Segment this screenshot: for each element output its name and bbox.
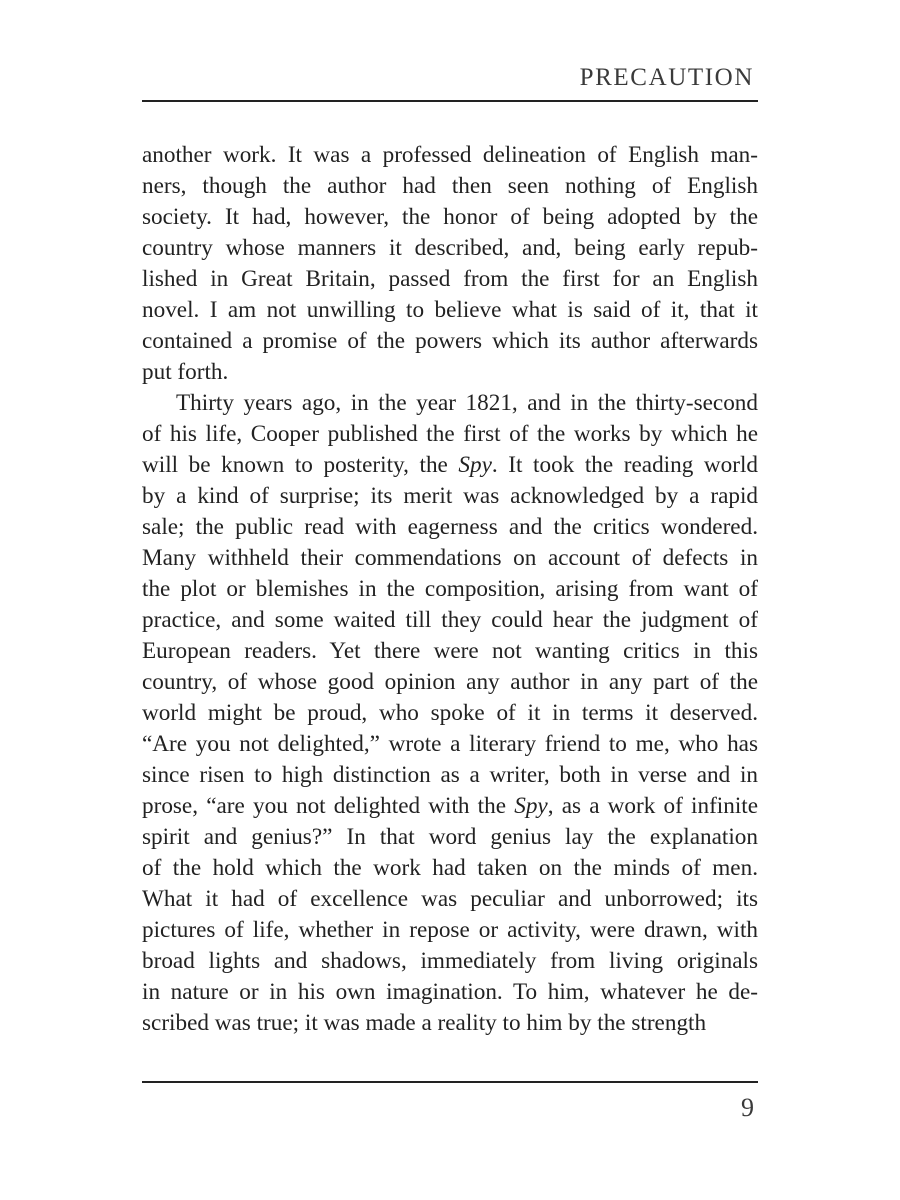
text-line [142, 636, 758, 667]
line-text: since risen to high distinction as a writer, both in verse and in [142, 762, 758, 788]
text-line [142, 450, 758, 481]
text-line [142, 481, 758, 512]
text-line [142, 171, 758, 202]
line-text: another work. It was a professed delineation of English man- [142, 142, 758, 168]
running-head: PRECAUTION [579, 64, 754, 91]
text-line [142, 729, 758, 760]
line-text: spirit and genius?” In that word genius lay the explanation [142, 824, 758, 850]
line-text: “Are you not delighted,” wrote a literary friend to me, who has [142, 731, 758, 757]
text-line [142, 853, 758, 884]
line-text: , as a work of infinite [547, 793, 759, 819]
line-text: the plot or blemishes in the composition, arising from want of [142, 576, 758, 602]
line-text: . It took the reading world [491, 452, 758, 478]
text-line [142, 760, 758, 791]
text-line [142, 233, 758, 264]
text-line [142, 202, 758, 233]
italic-title: Spy [458, 452, 492, 478]
text-line [142, 946, 758, 977]
text-line [142, 1008, 758, 1039]
line-text: in nature or in his own imagination. To him, whatever he de- [142, 979, 758, 1005]
line-text: What it had of excellence was peculiar and unborrowed; its [142, 886, 758, 912]
text-line [142, 419, 758, 450]
line-text: contained a promise of the powers which its author afterwards [142, 328, 758, 354]
line-text: broad lights and shadows, immediately from living originals [142, 948, 758, 974]
footer-rule [142, 1081, 758, 1083]
line-text: novel. I am not unwilling to believe what is said of it, that it [142, 297, 758, 323]
line-text: society. It had, however, the honor of being adopted by the [142, 204, 758, 230]
text-line [142, 667, 758, 698]
text-line [142, 140, 758, 171]
text-line [142, 915, 758, 946]
line-text: sale; the public read with eagerness and the critics wondered. [142, 514, 758, 540]
text-line [142, 543, 758, 574]
line-text: Thirty years ago, in the year 1821, and in the thirty-second [176, 390, 758, 416]
text-line [142, 822, 758, 853]
text-line [142, 977, 758, 1008]
line-text: ners, though the author had then seen nothing of English [142, 173, 758, 199]
line-text: Many withheld their commendations on account of defects in [142, 545, 758, 571]
line-text: European readers. Yet there were not wanting critics in this [142, 638, 758, 664]
body-text [142, 140, 758, 1039]
line-text: by a kind of surprise; its merit was acknowledged by a rapid [142, 483, 758, 509]
text-line [142, 605, 758, 636]
text-line [142, 574, 758, 605]
line-text: put forth. [142, 359, 229, 385]
line-text: scribed was true; it was made a reality to him by the strength [142, 1010, 707, 1036]
text-line [142, 357, 758, 388]
line-text: pictures of life, whether in repose or activity, were drawn, with [142, 917, 758, 943]
text-line [142, 388, 758, 419]
text-line [142, 512, 758, 543]
line-text: of the hold which the work had taken on the minds of men. [142, 855, 758, 881]
line-text: lished in Great Britain, passed from the first for an English [142, 266, 758, 292]
line-text: country, of whose good opinion any author in any part of the [142, 669, 758, 695]
italic-title: Spy [514, 793, 548, 819]
line-text: practice, and some waited till they could hear the judgment of [142, 607, 758, 633]
line-text: world might be proud, who spoke of it in terms it deserved. [142, 700, 758, 726]
page-number: 9 [741, 1093, 754, 1122]
line-text: of his life, Cooper published the first of the works by which he [142, 421, 758, 447]
text-line [142, 326, 758, 357]
text-line [142, 264, 758, 295]
text-line [142, 698, 758, 729]
text-line [142, 884, 758, 915]
line-text: country whose manners it described, and, being early repub- [142, 235, 758, 261]
text-line [142, 791, 758, 822]
header-rule [142, 100, 758, 102]
line-text: will be known to posterity, the [142, 452, 459, 478]
text-line [142, 295, 758, 326]
line-text: prose, “are you not delighted with the [142, 793, 515, 819]
